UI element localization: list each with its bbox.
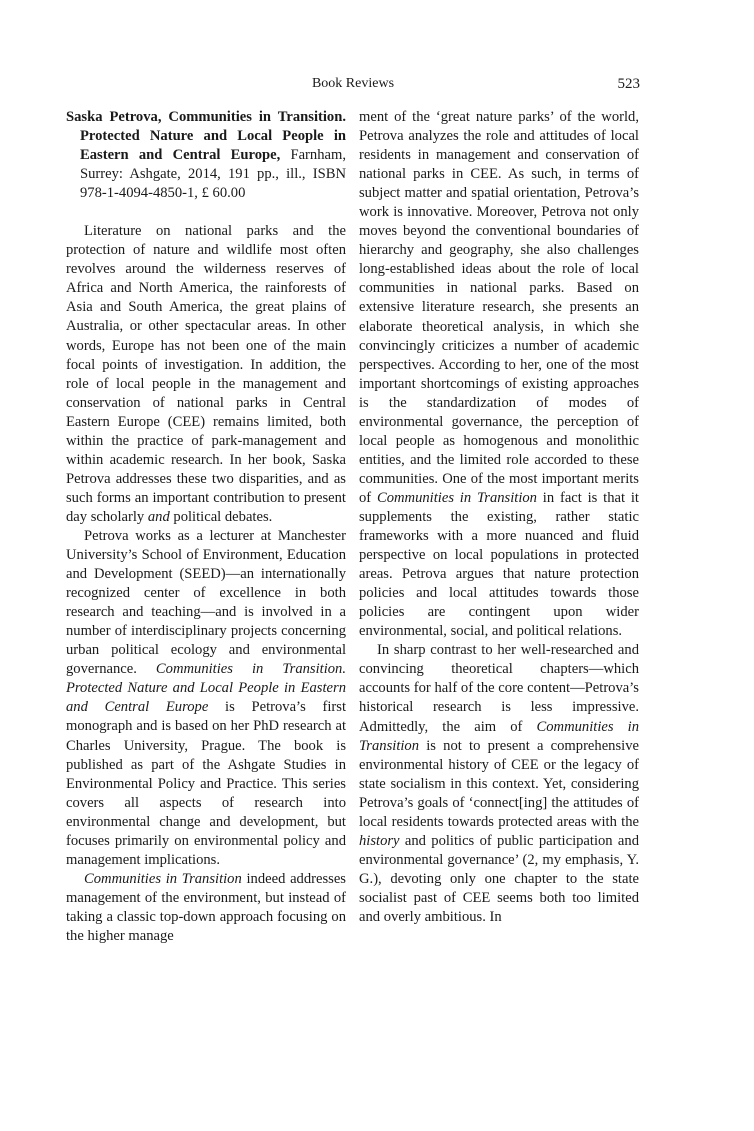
italic-text: and bbox=[147, 508, 170, 525]
body-paragraph bbox=[66, 527, 346, 870]
body-paragraph bbox=[66, 870, 346, 946]
left-column bbox=[66, 108, 346, 946]
paragraph-text: is Petrova’s first monograph and is based on her PhD research at Charles University, Prague. The book is published as part of the Ashgate Studies in Environmental Policy and Practice. This series covers all aspects of research into environmental change and development, but focuses primarily on environmental policy and management implications. bbox=[66, 699, 346, 868]
paragraph-text: Petrova works as a lecturer at Manchester University’s School of Environment, Education and Development (SEED)—an internationally recognized center of excellence in both research and teaching—and is involved in a number of interdisciplinary projects concerning urban political ecology and environmental governance. bbox=[66, 527, 346, 678]
italic-text: Communities in Transition bbox=[84, 870, 242, 887]
body-paragraph bbox=[359, 108, 639, 641]
italic-text: Communities in Transition bbox=[376, 489, 537, 506]
citation-title: Saska Petrova, Communities in Transition. Protected Nature and Local People in Eastern and Central Europe, bbox=[66, 109, 346, 164]
left-body-text bbox=[66, 222, 346, 946]
paragraph-text: Literature on national parks and the protection of nature and wildlife most often revolves around the wilderness reserves of Africa and North America, the rainforests of Asia and South America, the great plains of Australia, or other spectacular areas. In other words, Europe has not been one of the main focal points of investigation. In addition, the role of local people in the management and conservation of national parks in Central Eastern Europe (CEE) remains limited, both within the practice of park-management and within academic research. In her book, Saska Petrova addresses these two disparities, and as such forms an important contribution to present day scholarly bbox=[66, 223, 346, 525]
paragraph-text: political debates. bbox=[169, 508, 273, 525]
body-paragraph bbox=[359, 641, 639, 927]
right-body-text bbox=[359, 108, 639, 927]
paragraph-text: is not to present a comprehensive environmental history of CEE or the legacy of state socialism in this context. Yet, considering Petrova’s goals of ‘connect[ing] the attitudes of local residents towards protected areas with the bbox=[359, 737, 639, 830]
review-citation bbox=[66, 108, 346, 203]
running-title: Book Reviews bbox=[311, 76, 395, 91]
body-paragraph bbox=[66, 222, 346, 527]
italic-text: history bbox=[359, 832, 400, 849]
citation-details: Farnham, Surrey: Ashgate, 2014, 191 pp., ill., ISBN 978-1-4094-4850-1, £ 60.00 bbox=[80, 147, 346, 202]
paragraph-text: indeed addresses management of the environment, but instead of taking a classic top-down approach focusing on the higher manage bbox=[66, 870, 346, 944]
paragraph-text: In sharp contrast to her well-researched and convincing theoretical chapters—which accounts for half of the core content—Petrova’s historical research is less impressive. Admittedly, the aim of bbox=[359, 642, 639, 735]
italic-text: Communities in Transition bbox=[359, 718, 640, 754]
page-number: 523 bbox=[617, 76, 640, 92]
paragraph-text: ment of the ‘great nature parks’ of the world, Petrova analyzes the role and attitudes of local residents in management and conservation of national parks in CEE. As such, in terms of subject matter and spatial orientation, Petrova’s work is innovative. Moreover, Petrova not only moves beyond the conventional boundaries of hierarchy and geography, she also challenges long-established ideas about the role of local communities in national parks. Based on extensive literature research, she presents an elaborate theoretical analysis, in which she convincingly criticizes a number of academic perspectives. According to her, one of the most important shortcomings of existing approaches is the standardization of modes of environmental governance, the perception of local people as homogenous and monolithic entities, and the limited role accorded to these communities. One of the most important merits of bbox=[359, 109, 639, 506]
italic-text: Communities in Transition. Protected Nature and Local People in Eastern and Central Europe bbox=[66, 661, 346, 716]
paragraph-text: in fact is that it supplements the existing, rather static frameworks with a more nuanced and fluid perspective on local populations in protected areas. Petrova argues that nature protection policies and local attitudes towards those policies are contingent upon wider environmental, social, and political relations. bbox=[359, 489, 639, 640]
right-column bbox=[359, 108, 639, 927]
paragraph-text: and politics of public participation and environmental governance’ (2, my emphasis, Y. G.), devoting only one chapter to the state socialist past of CEE seems both too limited and overly ambitious. In bbox=[359, 832, 639, 925]
running-head bbox=[66, 76, 640, 96]
